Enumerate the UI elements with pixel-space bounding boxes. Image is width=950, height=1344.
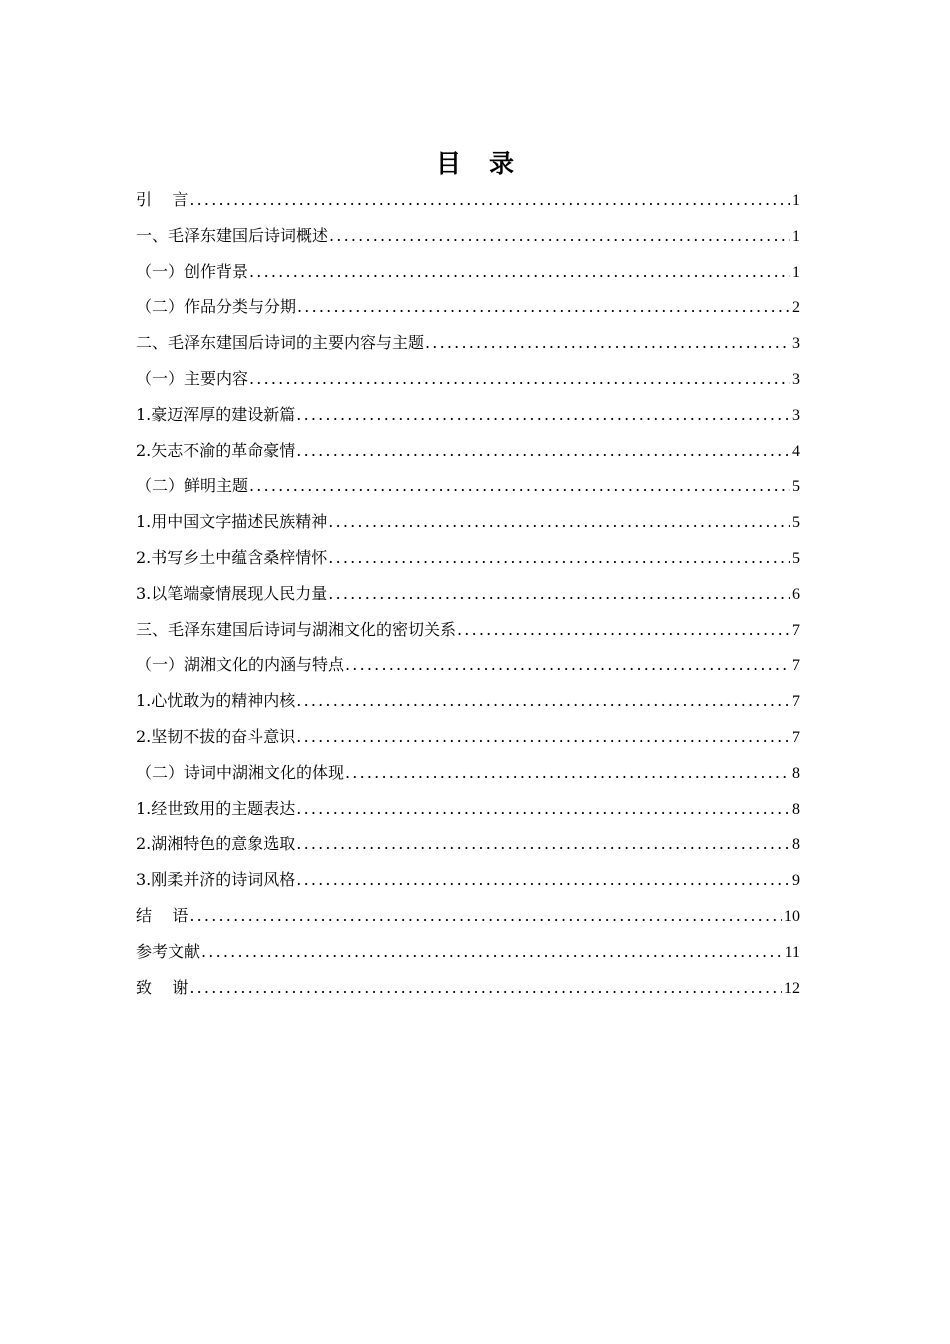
dot-leader [296,397,790,433]
toc-entry-page: 5 [792,478,800,496]
dot-leader [457,612,790,648]
toc-entry-2-1-2[interactable] [136,433,800,469]
dot-leader [201,934,783,970]
dot-leader [296,719,790,755]
dot-leader [296,862,790,898]
toc-entry-page: 11 [784,943,800,961]
toc-entry-label: （一）湖湘文化的内涵与特点 [136,655,345,675]
toc-entry-page: 1 [792,192,800,209]
toc-entry-3-1[interactable] [136,647,800,683]
toc-entry-label: 2.书写乡土中蕴含桑梓情怀 [136,547,328,567]
dot-leader [249,468,790,504]
toc-entry-label: 致 谢 [136,977,189,997]
toc-title-char-1: 目 [435,149,461,178]
toc-entry-label: （二）作品分类与分期 [136,297,297,317]
dot-leader [425,325,790,361]
dot-leader [297,289,790,325]
toc-entry-intro[interactable] [136,182,800,218]
toc-entry-1-2[interactable] [136,289,800,325]
toc-entry-label: 参考文献 [136,941,201,961]
toc-entry-label: 2.湖湘特色的意象选取 [136,834,296,854]
toc-entry-label: 1.豪迈浑厚的建设新篇 [136,404,296,424]
dot-leader [296,791,790,827]
toc-entry-3-2[interactable] [136,755,800,791]
toc-entry-page: 2 [792,299,800,317]
toc-entry-page: 3 [792,335,800,353]
toc-entry-page: 1 [792,263,800,281]
toc-entry-1-1[interactable] [136,254,800,290]
dot-leader [328,504,790,540]
dot-leader [296,826,790,862]
dot-leader [296,433,790,469]
toc-entry-page: 7 [792,693,800,711]
toc-entry-label: 三、毛泽东建国后诗词与湖湘文化的密切关系 [136,619,457,639]
toc-entry-3-2-2[interactable] [136,826,800,862]
toc-entry-page: 7 [792,657,800,675]
toc-entry-label: 引 言 [136,190,189,209]
dot-leader [329,218,790,254]
toc-title-char-2: 录 [489,149,515,178]
toc-entry-2-2[interactable] [136,468,800,504]
toc-entry-page: 3 [792,370,800,388]
toc-entry-label: （二）鲜明主题 [136,476,249,496]
toc-entry-references[interactable] [136,934,800,970]
toc-entry-acknowledgements[interactable] [136,970,800,1006]
toc-entry-label: 3.以笔端豪情展现人民力量 [136,583,328,603]
toc-entry-label: 3.刚柔并济的诗词风格 [136,870,296,890]
toc-entry-page: 7 [792,728,800,746]
toc-entry-2-2-3[interactable] [136,576,800,612]
toc-entry-chapter-2[interactable] [136,325,800,361]
toc-entry-2-2-1[interactable] [136,504,800,540]
toc-entry-label: 1.用中国文字描述民族精神 [136,512,328,532]
toc-entry-label: （二）诗词中湖湘文化的体现 [136,762,345,782]
toc-entry-page: 10 [784,907,800,925]
toc-entry-conclusion[interactable] [136,898,800,934]
dot-leader [249,254,790,290]
toc-entry-3-1-1[interactable] [136,683,800,719]
toc-entry-label: 2.坚韧不拔的奋斗意识 [136,726,296,746]
toc-title [0,144,950,184]
toc-entry-chapter-3[interactable] [136,612,800,648]
toc-entry-2-2-2[interactable] [136,540,800,576]
toc-entry-3-2-1[interactable] [136,791,800,827]
toc-entry-3-1-2[interactable] [136,719,800,755]
toc-entry-2-1-1[interactable] [136,397,800,433]
dot-leader [345,755,790,791]
toc-entry-page: 8 [792,836,800,854]
toc-entry-page: 5 [792,549,800,567]
toc-entry-page: 6 [792,585,800,603]
toc-entry-page: 3 [792,406,800,424]
dot-leader [189,970,782,1006]
dot-leader [189,182,790,218]
dot-leader [296,683,790,719]
toc-entry-label: （一）主要内容 [136,368,249,388]
toc-entry-label: 二、毛泽东建国后诗词的主要内容与主题 [136,333,425,353]
toc-entry-label: 一、毛泽东建国后诗词概述 [136,225,329,245]
toc-entry-page: 5 [792,514,800,532]
toc-entry-page: 1 [792,227,800,245]
toc-entry-label: 结 语 [136,905,189,925]
toc-entry-label: 1.经世致用的主题表达 [136,798,296,818]
toc-list [136,182,800,1005]
toc-entry-chapter-1[interactable] [136,218,800,254]
toc-entry-label: 1.心忧敢为的精神内核 [136,691,296,711]
toc-entry-page: 8 [792,764,800,782]
toc-entry-label: （一）创作背景 [136,261,249,281]
toc-entry-page: 9 [792,872,800,890]
toc-entry-page: 8 [792,800,800,818]
dot-leader [328,576,790,612]
dot-leader [345,647,790,683]
dot-leader [189,898,782,934]
dot-leader [328,540,790,576]
toc-entry-page: 4 [792,442,800,460]
toc-entry-2-1[interactable] [136,361,800,397]
toc-entry-3-2-3[interactable] [136,862,800,898]
toc-entry-page: 7 [792,621,800,639]
toc-entry-page: 12 [784,979,800,997]
toc-entry-label: 2.矢志不渝的革命豪情 [136,440,296,460]
dot-leader [249,361,790,397]
